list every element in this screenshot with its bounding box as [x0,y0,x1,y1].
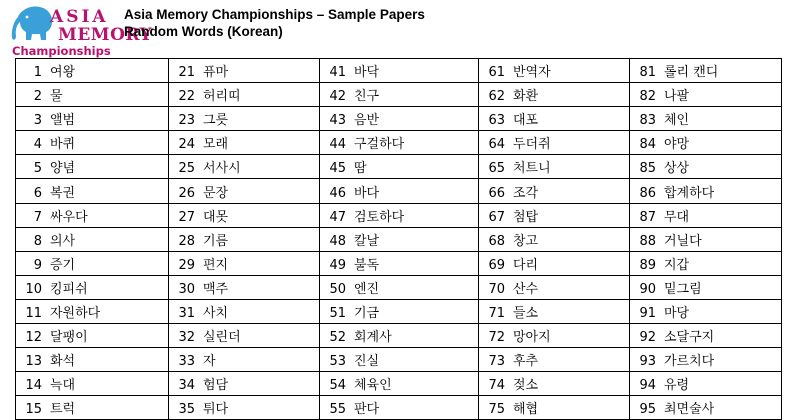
table-row [16,131,782,155]
word-text: 그릇 [203,113,229,129]
word-number: 35 [178,402,195,418]
word-text: 무대 [664,209,690,225]
word-number: 46 [329,185,346,201]
word-cell [320,324,479,348]
table-row [16,203,782,227]
word-cell [479,251,630,275]
word-text: 편지 [203,257,229,273]
word-number: 24 [178,137,195,153]
word-cell [630,155,782,179]
word-number: 32 [178,330,195,346]
word-text: 늑대 [50,378,76,394]
word-cell [320,372,479,396]
word-cell [16,227,169,251]
word-text: 트럭 [50,402,76,418]
word-cell [16,348,169,372]
word-text: 첨탑 [513,209,539,225]
logo-text-memory: MEMORY [58,25,153,45]
word-text: 반역자 [513,65,551,81]
word-text: 지갑 [664,257,690,273]
word-cell [169,227,320,251]
table-row [16,83,782,107]
word-number: 81 [639,65,656,81]
word-text: 바퀴 [50,137,76,153]
word-text: 판다 [354,402,380,418]
word-cell [169,324,320,348]
word-text: 칼날 [354,233,380,249]
word-number: 48 [329,233,346,249]
word-text: 증기 [50,257,76,273]
word-cell [630,203,782,227]
word-number: 45 [329,161,346,177]
word-text: 불독 [354,257,380,273]
word-text: 상상 [664,161,690,177]
word-cell [320,179,479,203]
word-cell [16,396,169,420]
word-text: 거닐다 [664,233,702,249]
word-cell [479,372,630,396]
word-number: 87 [639,209,656,225]
word-number: 94 [639,378,656,394]
word-text: 양념 [50,161,76,177]
logo-text-championships: Championships [12,44,111,58]
word-text: 나팔 [664,89,690,105]
word-text: 엔진 [354,281,380,297]
word-cell [630,396,782,420]
word-text: 의사 [50,233,76,249]
word-number: 4 [33,137,42,153]
word-cell [169,203,320,227]
word-cell [479,227,630,251]
word-number: 43 [329,113,346,129]
word-cell [630,348,782,372]
word-number: 21 [178,65,195,81]
word-cell [16,179,169,203]
word-cell [320,155,479,179]
word-text: 들소 [513,305,539,321]
word-text: 롤리 캔디 [664,65,719,81]
word-cell [479,83,630,107]
word-text: 물 [50,89,63,105]
championship-logo [10,4,153,58]
word-cell [479,396,630,420]
word-cell [630,59,782,83]
table-row [16,324,782,348]
word-number: 91 [639,305,656,321]
word-number: 64 [488,137,505,153]
table-row [16,227,782,251]
word-cell [630,275,782,299]
word-text: 사치 [203,305,229,321]
word-number: 52 [329,330,346,346]
word-cell [16,155,169,179]
header-titles [124,6,425,40]
word-number: 28 [178,233,195,249]
word-cell [16,107,169,131]
word-text: 여왕 [50,65,76,81]
word-number: 12 [25,330,42,346]
table-row [16,59,782,83]
word-cell [479,299,630,323]
word-cell [169,107,320,131]
word-number: 8 [33,233,42,249]
word-number: 75 [488,402,505,418]
word-number: 5 [33,161,42,177]
word-cell [169,372,320,396]
word-text: 해협 [513,402,539,418]
word-cell [16,372,169,396]
word-cell [169,396,320,420]
word-text: 검토하다 [354,209,405,225]
word-text: 소달구지 [664,330,715,346]
word-text: 망아지 [513,330,551,346]
word-number: 88 [639,233,656,249]
word-cell [16,299,169,323]
word-text: 서사시 [203,161,241,177]
word-number: 10 [25,281,42,297]
word-number: 22 [178,89,195,105]
word-cell [169,179,320,203]
word-cell [630,131,782,155]
word-cell [320,227,479,251]
word-number: 68 [488,233,505,249]
word-cell [630,179,782,203]
table-row [16,396,782,420]
word-text: 대못 [203,209,229,225]
table-row [16,179,782,203]
word-number: 82 [639,89,656,105]
word-text: 구걸하다 [354,137,405,153]
word-number: 51 [329,305,346,321]
word-number: 74 [488,378,505,394]
word-cell [320,203,479,227]
word-cell [16,83,169,107]
word-cell [169,131,320,155]
word-text: 험담 [203,378,229,394]
word-text: 음반 [354,113,380,129]
word-number: 62 [488,89,505,105]
word-text: 체육인 [354,378,392,394]
word-number: 65 [488,161,505,177]
word-number: 93 [639,354,656,370]
word-cell [16,251,169,275]
word-number: 25 [178,161,195,177]
word-cell [320,396,479,420]
word-number: 72 [488,330,505,346]
word-number: 44 [329,137,346,153]
word-text: 친구 [354,89,380,105]
word-text: 앨범 [50,113,76,129]
word-cell [320,251,479,275]
word-cell [169,83,320,107]
word-cell [169,155,320,179]
word-number: 31 [178,305,195,321]
word-number: 27 [178,209,195,225]
word-number: 67 [488,209,505,225]
word-number: 3 [33,113,42,129]
word-text: 산수 [513,281,539,297]
word-cell [630,83,782,107]
word-text: 다리 [513,257,539,273]
random-words-body [16,59,782,420]
word-text: 처트니 [513,161,551,177]
word-number: 14 [25,378,42,394]
word-number: 9 [33,257,42,273]
table-row [16,107,782,131]
word-number: 47 [329,209,346,225]
word-text: 마당 [664,305,690,321]
word-number: 42 [329,89,346,105]
table-row [16,299,782,323]
word-text: 바닥 [354,65,380,81]
word-number: 66 [488,185,505,201]
random-words-table [15,58,782,420]
word-cell [16,324,169,348]
word-text: 조각 [513,185,539,201]
word-cell [16,131,169,155]
word-text: 싸우다 [50,209,88,225]
word-number: 49 [329,257,346,273]
word-number: 95 [639,402,656,418]
table-row [16,155,782,179]
word-text: 자원하다 [50,305,101,321]
word-cell [479,348,630,372]
word-text: 화환 [513,89,539,105]
word-text: 젖소 [513,378,539,394]
word-number: 23 [178,113,195,129]
word-text: 야망 [664,137,690,153]
word-cell [320,348,479,372]
word-cell [320,275,479,299]
word-cell [16,275,169,299]
word-text: 창고 [513,233,539,249]
word-text: 퓨마 [203,65,229,81]
word-cell [169,59,320,83]
word-cell [16,59,169,83]
word-text: 모래 [203,137,229,153]
word-text: 킹피쉬 [50,281,88,297]
word-cell [630,299,782,323]
word-number: 26 [178,185,195,201]
word-text: 바다 [354,185,380,201]
word-number: 33 [178,354,195,370]
word-number: 13 [25,354,42,370]
word-number: 83 [639,113,656,129]
word-cell [630,227,782,251]
word-number: 1 [33,65,42,81]
word-number: 54 [329,378,346,394]
word-text: 두더쥐 [513,137,551,153]
word-text: 자 [203,354,216,370]
word-text: 문장 [203,185,229,201]
word-cell [630,372,782,396]
word-text: 허리띠 [203,89,241,105]
word-cell [630,324,782,348]
word-number: 73 [488,354,505,370]
table-row [16,348,782,372]
word-number: 53 [329,354,346,370]
word-cell [169,251,320,275]
word-number: 71 [488,305,505,321]
word-text: 후추 [513,354,539,370]
word-cell [320,59,479,83]
word-cell [479,131,630,155]
word-number: 34 [178,378,195,394]
table-row [16,372,782,396]
word-number: 2 [33,89,42,105]
table-row [16,275,782,299]
word-text: 기름 [203,233,229,249]
word-cell [320,131,479,155]
word-number: 41 [329,65,346,81]
word-text: 합계하다 [664,185,715,201]
word-cell [169,299,320,323]
word-number: 7 [33,209,42,225]
word-text: 맥주 [203,281,229,297]
word-cell [169,348,320,372]
word-number: 85 [639,161,656,177]
word-number: 11 [25,305,42,321]
word-cell [479,107,630,131]
word-cell [479,179,630,203]
word-cell [16,203,169,227]
word-cell [630,251,782,275]
word-number: 84 [639,137,656,153]
word-text: 최면술사 [664,402,715,418]
word-number: 70 [488,281,505,297]
word-text: 밑그림 [664,281,702,297]
word-number: 50 [329,281,346,297]
word-number: 92 [639,330,656,346]
word-text: 땀 [354,161,367,177]
word-cell [320,107,479,131]
word-text: 기금 [354,305,380,321]
word-cell [479,155,630,179]
word-cell [630,107,782,131]
word-text: 실린더 [203,330,241,346]
word-text: 대포 [513,113,539,129]
logo-text-asia: ASIA [50,7,109,27]
table-row [16,251,782,275]
word-number: 89 [639,257,656,273]
word-number: 30 [178,281,195,297]
word-number: 55 [329,402,346,418]
word-text: 체인 [664,113,690,129]
word-number: 61 [488,65,505,81]
word-cell [169,275,320,299]
word-number: 6 [33,185,42,201]
word-text: 달팽이 [50,330,88,346]
word-text: 튀다 [203,402,229,418]
word-cell [320,299,479,323]
page-title: Asia Memory Championships – Sample Papers [124,7,425,22]
word-cell [479,275,630,299]
word-number: 29 [178,257,195,273]
word-number: 90 [639,281,656,297]
page-subtitle: Random Words (Korean) [124,24,283,39]
word-text: 진실 [354,354,380,370]
word-cell [320,83,479,107]
word-text: 회계사 [354,330,392,346]
word-text: 유령 [664,378,690,394]
word-text: 화석 [50,354,76,370]
word-text: 가르치다 [664,354,715,370]
word-cell [479,203,630,227]
word-number: 63 [488,113,505,129]
word-cell [479,324,630,348]
word-number: 69 [488,257,505,273]
word-number: 15 [25,402,42,418]
word-cell [479,59,630,83]
word-text: 복권 [50,185,76,201]
word-number: 86 [639,185,656,201]
